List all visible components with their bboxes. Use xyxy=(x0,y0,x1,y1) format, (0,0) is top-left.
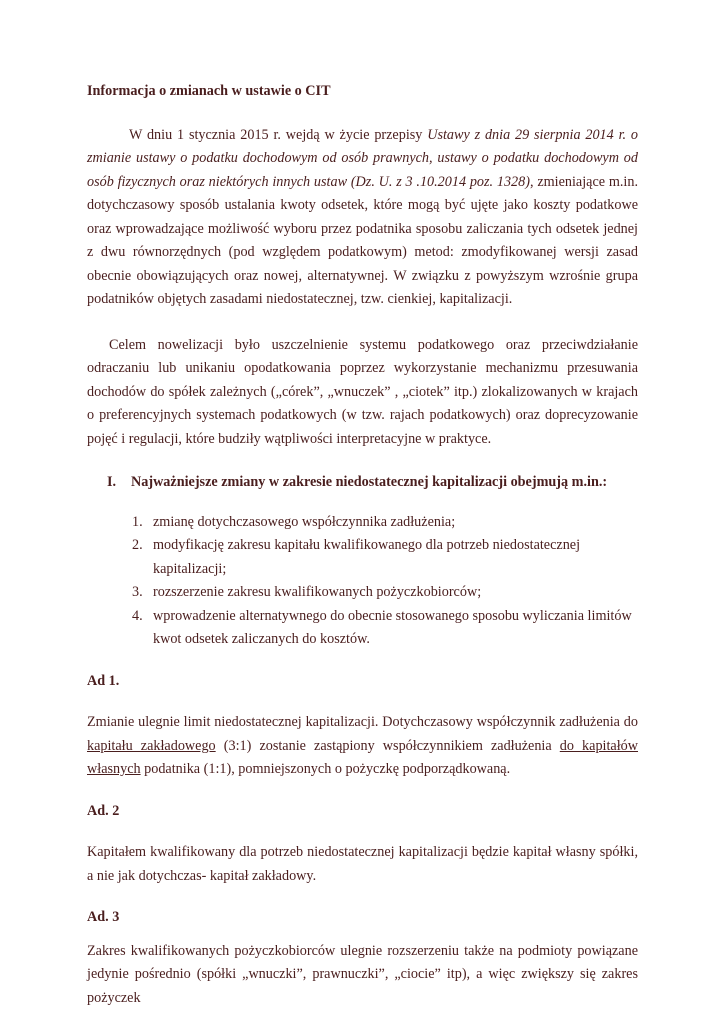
ad3-heading: Ad. 3 xyxy=(87,909,120,925)
list-item-number: 4. xyxy=(132,607,143,624)
intro-p1-law-title: Ustawy z dnia 29 sierpnia 2014 r. o zmianie ustawy o podatku dochodowym od osób prawnych, ustawy o podatku dochodowym od osób fizycznych oraz niektórych innych ustaw (Dz. U. z 3 .10.2014 poz. 1328) xyxy=(87,126,638,190)
list-item-text: modyfikację zakresu kapitału kwalifikowanego dla potrzeb niedostatecznej kapitalizacji; xyxy=(153,537,581,577)
list-item xyxy=(132,581,638,605)
list-item xyxy=(132,534,638,581)
changes-list xyxy=(87,511,638,652)
ad1-underlined-2: do kapitałów własnych xyxy=(87,737,639,777)
list-item-number: 2. xyxy=(132,537,143,553)
list-item-number: 3. xyxy=(132,584,143,600)
list-item xyxy=(132,605,638,652)
ad3-paragraph: Zakres kwalifikowanych pożyczkobiorców ulegnie rozszerzeniu także na podmioty powiązane jedynie pośrednio (spółki „wnuczki”, prawnuczki”, „ciocie” itp), a więc zwiększy się zakres pożyczek xyxy=(87,942,638,1006)
list-item-text: zmianę dotychczasowego współczynnika zadłużenia; xyxy=(153,513,456,530)
document-page xyxy=(87,80,638,1010)
list-item-number: 1. xyxy=(132,513,143,530)
intro-p1-text-b: , zmieniające m.in. dotychczasowy sposób ustalania kwoty odsetek, które mogą być ujęte jako koszty podatkowe oraz wprowadzające możliwość wyboru przez podatnika sposobu zaliczania tych odsetek jednej z dwu równorzędnych (pod względem podatkowym) metod: zmodyfikowanej wersji zasad obecnie obowiązujących oraz nowej, alternatywnej. W związku z powyższym wzrośnie grupa podatników objętych zasadami niedostatecznej, tzw. cienkiej, kapitalizacji. xyxy=(87,173,638,307)
document-title: Informacja o zmianach w ustawie o CIT xyxy=(87,83,331,99)
intro-paragraph-2: Celem nowelizacji było uszczelnienie systemu podatkowego oraz przeciwdziałanie odraczaniu lub unikaniu opodatkowania poprzez wykorzystanie mechanizmu przesuwania dochodów do spółek zależnych („córek”, „wnuczek” , „ciotek” itp.) zlokalizowanych w krajach o preferencyjnych systemach podatkowych (w tzw. rajach podatkowych) oraz doprecyzowanie pojęć i regulacji, które budziły wątpliwości interpretacyjne w praktyce. xyxy=(87,336,638,447)
list-item xyxy=(132,511,638,535)
list-item-text: rozszerzenie zakresu kwalifikowanych pożyczkobiorców; xyxy=(153,584,482,600)
ad1-heading: Ad 1. xyxy=(87,672,120,689)
intro-p1-text-a: W dniu 1 stycznia 2015 r. wejdą w życie przepisy xyxy=(129,126,428,143)
ad1-text-2: (3:1) zostanie zastąpiony współczynnikiem zadłużenia xyxy=(215,737,560,754)
ad1-paragraph xyxy=(87,711,638,782)
ad1-text-1: Zmianie ulegnie limit niedostatecznej kapitalizacji. Dotychczasowy współczynnik zadłużenia do xyxy=(87,714,638,730)
section-1-number: I. xyxy=(107,474,117,490)
list-item-text: wprowadzenie alternatywnego do obecnie stosowanego sposobu wyliczania limitów kwot odsetek zaliczanych do kosztów. xyxy=(153,607,632,647)
ad1-text-3: podatnika (1:1), pomniejszonych o pożyczkę podporządkowaną. xyxy=(140,761,511,777)
section-1-heading xyxy=(87,471,638,495)
ad1-underlined-1: kapitału zakładowego xyxy=(87,737,216,754)
intro-paragraph-1 xyxy=(87,124,638,312)
ad2-paragraph: Kapitałem kwalifikowany dla potrzeb niedostatecznej kapitalizacji będzie kapitał własny spółki, a nie jak dotychczas- kapitał zakładowy. xyxy=(87,844,638,884)
ad2-heading: Ad. 2 xyxy=(87,802,120,819)
section-1-heading-text: Najważniejsze zmiany w zakresie niedostatecznej kapitalizacji obejmują m.in.: xyxy=(131,474,608,490)
